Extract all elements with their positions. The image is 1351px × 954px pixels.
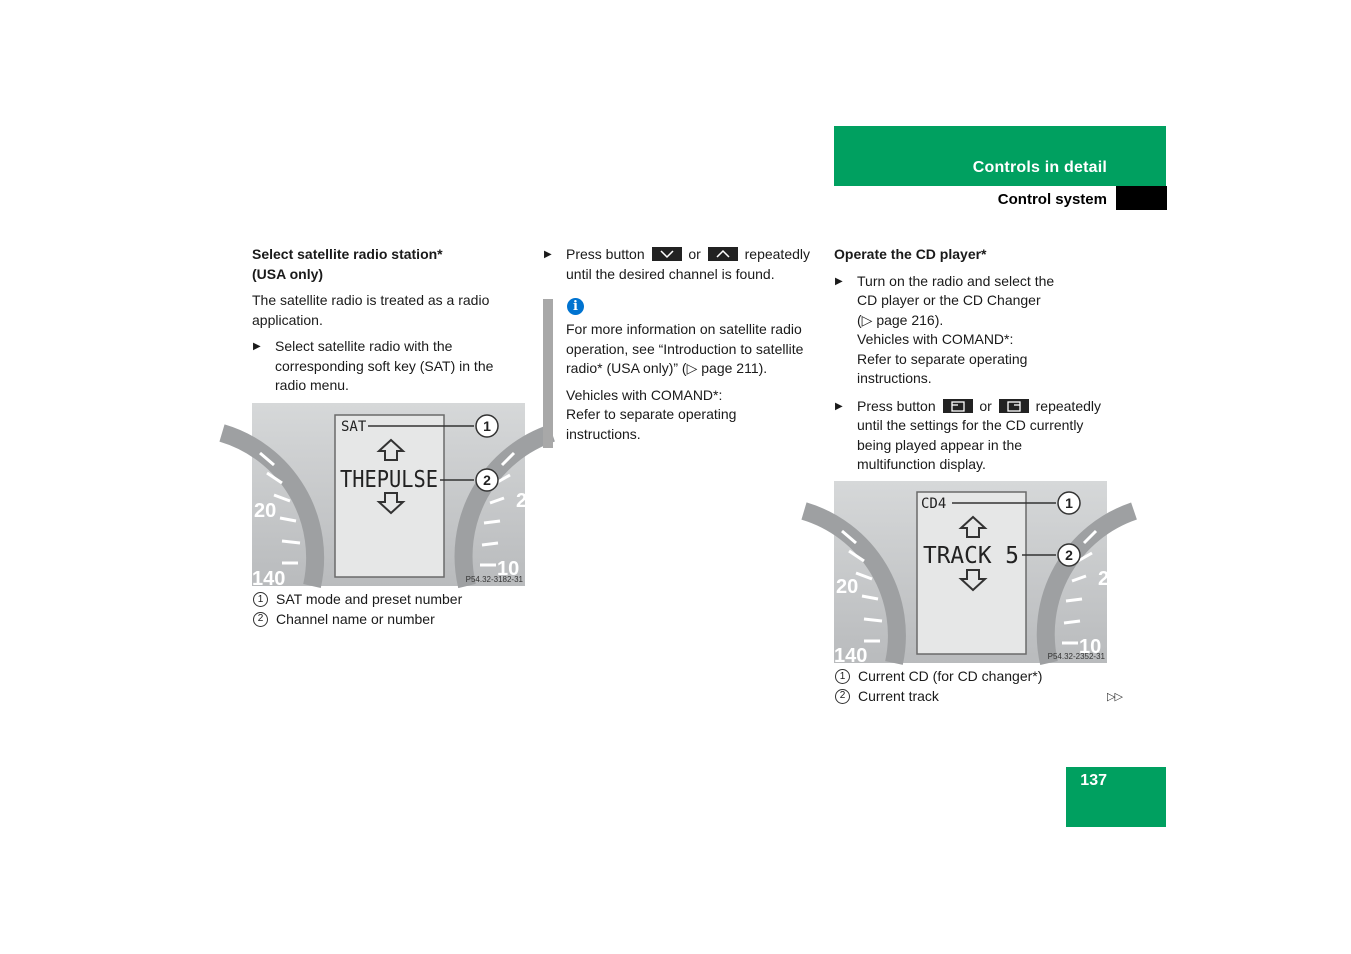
repeatedly-text: repeatedly xyxy=(1035,397,1102,414)
fig1-callout1: 1 xyxy=(483,418,491,434)
legend-number: 1 xyxy=(253,592,268,607)
cd-step1-line6: instructions. xyxy=(857,370,932,386)
page-number: 137 xyxy=(1080,772,1107,789)
cd-step1 xyxy=(834,272,1134,389)
sat-step xyxy=(252,337,532,396)
fig2-code: P54.32-2352-31 xyxy=(1047,652,1105,661)
sat-intro-line2: application. xyxy=(252,311,323,328)
legend-item xyxy=(252,590,532,610)
cd-step1-line1: Turn on the radio and select the xyxy=(857,272,1055,289)
info-box xyxy=(566,320,828,444)
press-text: Press button xyxy=(857,397,936,414)
bullet-arrow-icon: ▶ xyxy=(835,275,843,287)
cd-step2-line3: being played appear in the xyxy=(857,436,1023,453)
display-prev-key-icon xyxy=(943,399,973,413)
channel-step-line2: until the desired channel is found. xyxy=(566,265,775,282)
cd-step1-line5: Refer to separate operating xyxy=(857,350,1028,367)
cd-step2-line1 xyxy=(857,397,1134,417)
legend-text: Current CD (for CD changer*) xyxy=(858,668,1043,684)
note-line2: Refer to separate operating xyxy=(566,406,737,422)
repeatedly-text: repeatedly xyxy=(744,246,811,262)
sat-step-line3: radio menu. xyxy=(275,377,349,393)
fig2-track-text: TRACK 5 xyxy=(923,543,1019,569)
legend-text: Current track xyxy=(858,687,939,704)
subsection-title: Control system xyxy=(997,191,1107,208)
fig1-mode-text: SAT xyxy=(341,419,367,435)
sat-heading-line2: (USA only) xyxy=(252,265,324,282)
info-line1: For more information on satellite radio xyxy=(566,321,802,337)
column-channel-select xyxy=(543,245,828,284)
or-text: or xyxy=(979,397,992,414)
info-icon: i xyxy=(567,298,584,315)
fig1-gauge-right-bottom: 10 xyxy=(497,558,520,580)
legend-item xyxy=(834,687,1134,707)
column-satellite-radio xyxy=(252,245,532,396)
legend-item xyxy=(834,667,1134,687)
legend-number: 2 xyxy=(253,612,268,627)
cd-step2-line4: multifunction display. xyxy=(857,456,986,472)
legend-item xyxy=(252,610,532,630)
up-arrow-key-icon xyxy=(708,247,738,261)
sat-step-line1: Select satellite radio with the xyxy=(275,338,453,354)
cd-heading: Operate the CD player* xyxy=(834,246,987,262)
cd-step1-line3: (▷ page 216). xyxy=(857,311,944,328)
cd-step2-line2: until the settings for the CD currently xyxy=(857,417,1084,433)
header-marker xyxy=(1116,186,1167,210)
cd-step2 xyxy=(834,397,1134,475)
legend-number: 1 xyxy=(835,669,850,684)
fig2-gauge-left-top: 20 xyxy=(836,576,859,598)
legend-text: SAT mode and preset number xyxy=(276,591,463,607)
fig2-gauge-right-bottom: 10 xyxy=(1079,636,1102,658)
press-text: Press button xyxy=(566,246,645,262)
legend-text: Channel name or number xyxy=(276,610,435,627)
cd-step1-line2: CD player or the CD Changer xyxy=(857,292,1041,308)
fig1-channel-text: THEPULSE xyxy=(340,467,438,493)
sat-step-line2: corresponding soft key (SAT) in the xyxy=(275,357,494,374)
section-title: Controls in detail xyxy=(972,159,1107,176)
or-text: or xyxy=(688,246,701,262)
column-cd-player xyxy=(834,245,1134,475)
fig2-gauge-right-top: 2 xyxy=(1098,568,1110,590)
sat-legend xyxy=(252,590,532,629)
fig2-callout1: 1 xyxy=(1065,495,1073,511)
cd-display-figure xyxy=(834,481,1110,667)
bullet-arrow-icon: ▶ xyxy=(544,249,552,260)
info-note xyxy=(566,386,828,445)
fig2-gauge-left-bottom: 140 xyxy=(834,645,868,667)
display-next-key-icon xyxy=(999,399,1029,413)
note-line3: instructions. xyxy=(566,425,641,442)
bullet-arrow-icon: ▶ xyxy=(253,341,261,352)
sat-intro-line1: The satellite radio is treated as a radio xyxy=(252,292,490,308)
cd-display-illustration xyxy=(834,481,1110,667)
channel-step xyxy=(543,245,828,284)
sat-display-illustration xyxy=(252,403,528,590)
fig2-callout2: 2 xyxy=(1065,547,1073,563)
cd-step1-line4: Vehicles with COMAND*: xyxy=(857,331,1014,347)
continue-marker-icon: ▷▷ xyxy=(1107,691,1122,703)
note-line1: Vehicles with COMAND*: xyxy=(566,386,723,403)
cd-legend xyxy=(834,667,1134,706)
info-sidebar xyxy=(543,299,553,448)
fig1-gauge-left-top: 20 xyxy=(254,500,277,522)
fig1-gauge-right-top: 2 xyxy=(516,490,528,512)
sat-intro xyxy=(252,291,532,330)
info-line3: radio* (USA only)” (▷ page 211). xyxy=(566,360,768,376)
sat-heading-line1: Select satellite radio station* xyxy=(252,246,443,262)
fig1-callout2: 2 xyxy=(483,472,491,488)
down-arrow-key-icon xyxy=(652,247,682,261)
fig1-gauge-left-bottom: 140 xyxy=(252,568,286,590)
info-line2: operation, see “Introduction to satellite xyxy=(566,340,804,357)
bullet-arrow-icon: ▶ xyxy=(835,400,843,412)
fig1-code: P54.32-3182-31 xyxy=(465,575,523,584)
sat-display-figure xyxy=(252,403,528,590)
channel-step-line1 xyxy=(566,245,828,265)
legend-number: 2 xyxy=(835,689,850,704)
fig2-mode-text: CD4 xyxy=(921,496,947,512)
